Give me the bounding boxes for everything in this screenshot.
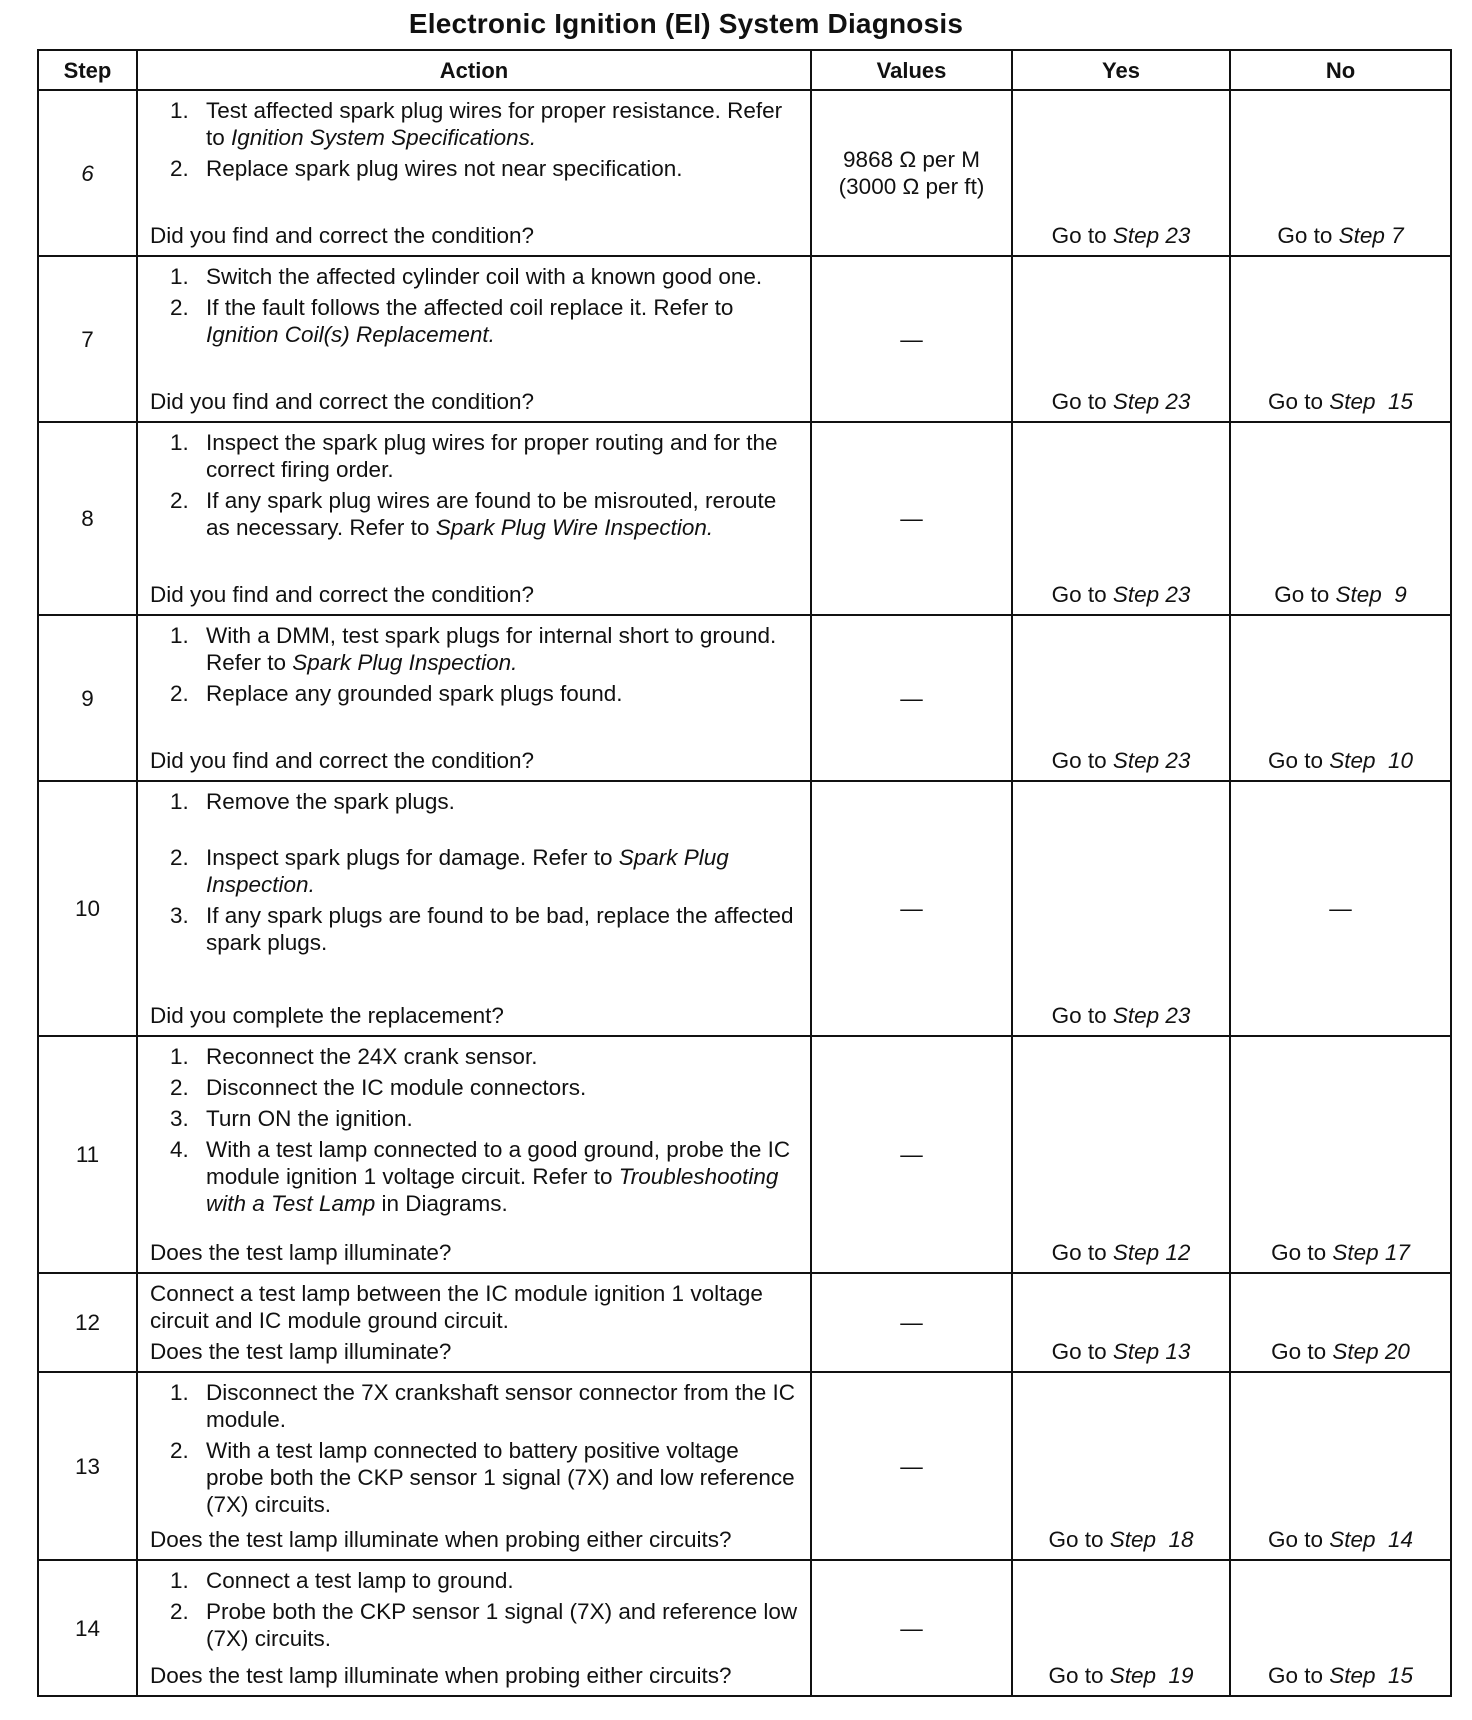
values-cell (811, 256, 1012, 422)
substep-number: 2. (170, 1599, 189, 1624)
yes-step-ref: Step 12 (1112, 1240, 1191, 1265)
header-yes: Yes (1012, 50, 1230, 90)
step-number: 6 (38, 90, 137, 256)
action-question: Does the test lamp illuminate when probing either circuits? (150, 1527, 732, 1552)
substep-number: 3. (170, 903, 189, 928)
substep-text: Connect a test lamp to ground. (206, 1568, 514, 1593)
substep-number: 2. (170, 156, 189, 181)
step-number: 13 (38, 1372, 137, 1560)
substep-text: If the fault follows the affected coil replace it. Refer to (206, 295, 734, 320)
table-row (38, 781, 1451, 1036)
value-text: — (900, 1615, 923, 1641)
action-content (150, 788, 802, 1035)
value-text: — (900, 506, 923, 531)
table-body (38, 90, 1451, 1696)
yes-cell (1012, 256, 1230, 422)
yes-step-ref: Step 23 (1112, 223, 1191, 248)
substep-number: 3. (170, 1106, 189, 1131)
no-cell (1230, 1036, 1451, 1273)
yes-step-ref: Step 23 (1112, 748, 1191, 773)
yes-cell (1012, 1372, 1230, 1560)
substep-item (150, 1136, 802, 1217)
yes-cell (1012, 90, 1230, 256)
action-question: Does the test lamp illuminate? (150, 1240, 452, 1265)
values-cell (811, 781, 1012, 1036)
no-prefix: Go to (1267, 1527, 1330, 1552)
step-number: 9 (38, 615, 137, 781)
substep-text: Spark Plug Inspection. (206, 845, 729, 897)
table-row (38, 1372, 1451, 1560)
value-text: (3000 Ω per ft) (838, 174, 985, 199)
no-prefix: Go to (1267, 389, 1330, 414)
no-step-ref: Step 15 (1329, 1663, 1414, 1688)
action-content (150, 1043, 802, 1272)
substep-text: Switch the affected cylinder coil with a known good one. (206, 264, 763, 289)
table-row (38, 256, 1451, 422)
substep-number: 1. (170, 430, 189, 455)
no-step-ref: Step 14 (1329, 1527, 1414, 1552)
no-step-ref: Step 20 (1332, 1339, 1410, 1364)
no-cell (1230, 422, 1451, 615)
substep-list (150, 622, 802, 711)
substep-item (150, 1105, 802, 1132)
substep-list (150, 97, 802, 186)
no-prefix: Go to (1267, 1663, 1330, 1688)
yes-prefix: Go to (1051, 1003, 1113, 1028)
yes-prefix: Go to (1048, 1663, 1110, 1688)
no-prefix: Go to (1267, 748, 1330, 773)
substep-number: 1. (170, 789, 189, 814)
yes-step-ref: Step 23 (1112, 389, 1191, 414)
action-question: Did you find and correct the condition? (150, 582, 534, 607)
no-step-ref: Step 7 (1338, 223, 1404, 248)
action-question: Did you complete the replacement? (150, 1003, 504, 1028)
yes-prefix: Go to (1051, 223, 1113, 248)
action-content (150, 263, 802, 421)
value-text: — (900, 896, 923, 921)
substep-item (150, 1598, 802, 1652)
step-number: 8 (38, 422, 137, 615)
value-text: — (900, 685, 923, 711)
step-number: 7 (38, 256, 137, 422)
yes-prefix: Go to (1051, 389, 1113, 414)
no-cell (1230, 615, 1451, 781)
action-cell (137, 90, 811, 256)
no-prefix: — (1329, 896, 1352, 921)
header-action: Action (137, 50, 811, 90)
action-cell (137, 1372, 811, 1560)
yes-prefix: Go to (1051, 1339, 1113, 1364)
action-cell (137, 422, 811, 615)
substep-item (150, 1074, 802, 1101)
substep-text: Ignition Coil(s) Replacement. (206, 322, 495, 347)
header-no: No (1230, 50, 1451, 90)
substep-item (150, 844, 802, 898)
values-cell (811, 1560, 1012, 1696)
substep-list (150, 1043, 802, 1221)
substep-text: Test affected spark plug wires for proper resistance. Refer to (206, 98, 783, 150)
substep-list (150, 1379, 802, 1522)
action-question: Did you find and correct the condition? (150, 748, 534, 773)
table-row (38, 90, 1451, 256)
no-prefix: Go to (1277, 223, 1339, 248)
substep-item (150, 487, 802, 541)
no-prefix: Go to (1271, 1339, 1333, 1364)
action-question: Does the test lamp illuminate? (150, 1339, 452, 1364)
action-cell (137, 1036, 811, 1273)
substep-number: 1. (170, 98, 189, 123)
yes-prefix: Go to (1051, 582, 1113, 607)
action-question: Does the test lamp illuminate when probing either circuits? (150, 1663, 732, 1688)
yes-step-ref: Step 13 (1112, 1339, 1191, 1364)
values-cell (811, 1372, 1012, 1560)
step-number: 11 (38, 1036, 137, 1273)
substep-text: Spark Plug Wire Inspection. (435, 515, 714, 540)
no-cell (1230, 256, 1451, 422)
substep-text: Disconnect the 7X crankshaft sensor connector from the IC module. (206, 1380, 796, 1432)
substep-item (150, 294, 802, 348)
action-content (150, 1567, 802, 1695)
substep-number: 1. (170, 623, 189, 648)
substep-text: With a test lamp connected to a good ground, probe the IC module ignition 1 voltage circuit. Refer to (206, 1137, 791, 1189)
substep-item (150, 1437, 802, 1518)
substep-item (150, 263, 802, 290)
substep-text: With a test lamp connected to battery positive voltage probe both the CKP sensor 1 signal (7X) and low reference (7X) circuits. (206, 1438, 795, 1517)
action-content (150, 429, 802, 614)
value-text: — (900, 326, 923, 352)
substep-text: Reconnect the 24X crank sensor. (206, 1044, 538, 1069)
action-content (150, 97, 802, 255)
yes-cell (1012, 781, 1230, 1036)
substep-item (150, 155, 802, 182)
substep-number: 2. (170, 295, 189, 320)
substep-text: With a DMM, test spark plugs for internal short to ground. Refer to (206, 623, 777, 675)
no-cell (1230, 1372, 1451, 1560)
substep-text: Inspect spark plugs for damage. Refer to (206, 845, 619, 870)
substep-number: 2. (170, 488, 189, 513)
page-title: Electronic Ignition (EI) System Diagnosis (408, 8, 964, 39)
values-cell (811, 1273, 1012, 1372)
no-prefix: Go to (1271, 1240, 1333, 1265)
substep-text: Inspect the spark plug wires for proper routing and for the correct firing order. (206, 430, 778, 482)
diagnosis-table (37, 49, 1452, 1697)
substep-text: If any spark plug wires are found to be misrouted, reroute as necessary. Refer to (206, 488, 777, 540)
substep-item (150, 622, 802, 676)
no-cell (1230, 781, 1451, 1036)
substep-item (150, 1567, 802, 1594)
substep-number: 1. (170, 1568, 189, 1593)
step-number: 10 (38, 781, 137, 1036)
yes-cell (1012, 1273, 1230, 1372)
no-step-ref: Step 15 (1329, 389, 1414, 414)
substep-item (150, 1379, 802, 1433)
yes-step-ref: Step 19 (1109, 1663, 1194, 1688)
substep-item (150, 902, 802, 956)
action-content (150, 1280, 802, 1371)
substep-list (150, 1567, 802, 1656)
substep-text: Turn ON the ignition. (206, 1106, 413, 1131)
substep-number: 1. (170, 1044, 189, 1069)
substep-text: Remove the spark plugs. (206, 789, 455, 814)
yes-prefix: Go to (1051, 748, 1113, 773)
step-number: 12 (38, 1273, 137, 1372)
no-cell (1230, 1560, 1451, 1696)
action-question: Did you find and correct the condition? (150, 389, 534, 414)
value-text: — (900, 1142, 923, 1167)
step-number: 14 (38, 1560, 137, 1696)
substep-item (150, 788, 802, 815)
no-step-ref: Step 10 (1329, 748, 1414, 773)
table-row (38, 1560, 1451, 1696)
substep-text: Ignition System Specifications. (231, 125, 537, 150)
substep-list (150, 263, 802, 352)
substep-text: Troubleshooting with a Test Lamp (206, 1164, 779, 1216)
substep-number: 1. (170, 264, 189, 289)
header-values: Values (811, 50, 1012, 90)
action-cell (137, 256, 811, 422)
no-step-ref: Step 17 (1332, 1240, 1410, 1265)
values-cell (811, 90, 1012, 256)
values-cell (811, 615, 1012, 781)
value-text: — (900, 1310, 923, 1335)
no-step-ref: Step 9 (1335, 582, 1407, 607)
substep-item (150, 1043, 802, 1070)
substep-number: 2. (170, 681, 189, 706)
yes-cell (1012, 1036, 1230, 1273)
yes-step-ref: Step 18 (1109, 1527, 1194, 1552)
substep-number: 2. (170, 1075, 189, 1100)
action-content (150, 1379, 802, 1559)
substep-item (150, 680, 802, 707)
no-cell (1230, 90, 1451, 256)
substep-text: Replace any grounded spark plugs found. (206, 681, 623, 706)
action-cell (137, 1560, 811, 1696)
yes-cell (1012, 615, 1230, 781)
yes-cell (1012, 1560, 1230, 1696)
no-cell (1230, 1273, 1451, 1372)
action-text: Connect a test lamp between the IC module ignition 1 voltage circuit and IC module ground circuit. (150, 1281, 763, 1333)
substep-number: 1. (170, 1380, 189, 1405)
substep-text: in Diagrams. (375, 1191, 508, 1216)
substep-list (150, 788, 802, 960)
substep-text: Replace spark plug wires not near specification. (206, 156, 683, 181)
yes-prefix: Go to (1051, 1240, 1113, 1265)
substep-text: Disconnect the IC module connectors. (206, 1075, 587, 1100)
action-cell (137, 615, 811, 781)
table-row (38, 1273, 1451, 1372)
substep-item (150, 97, 802, 151)
table-row (38, 422, 1451, 615)
value-text: — (900, 1453, 923, 1479)
table-row (38, 1036, 1451, 1273)
value-text: 9868 Ω per M (843, 147, 980, 172)
action-content (150, 622, 802, 780)
substep-number: 2. (170, 845, 189, 870)
action-cell (137, 1273, 811, 1372)
table-header-row (38, 50, 1451, 90)
action-question: Did you find and correct the condition? (150, 223, 534, 248)
substep-number: 4. (170, 1137, 189, 1162)
table-row (38, 615, 1451, 781)
yes-step-ref: Step 23 (1112, 582, 1191, 607)
substep-text: Spark Plug Inspection. (292, 650, 518, 675)
substep-text: Probe both the CKP sensor 1 signal (7X) and reference low (7X) circuits. (206, 1599, 798, 1651)
no-prefix: Go to (1274, 582, 1336, 607)
substep-number: 2. (170, 1438, 189, 1463)
header-step: Step (38, 50, 137, 90)
yes-step-ref: Step 23 (1112, 1003, 1191, 1028)
values-cell (811, 1036, 1012, 1273)
values-cell (811, 422, 1012, 615)
yes-cell (1012, 422, 1230, 615)
substep-list (150, 429, 802, 545)
yes-prefix: Go to (1048, 1527, 1110, 1552)
substep-item (150, 429, 802, 483)
action-cell (137, 781, 811, 1036)
substep-text: If any spark plugs are found to be bad, replace the affected spark plugs. (206, 903, 794, 955)
